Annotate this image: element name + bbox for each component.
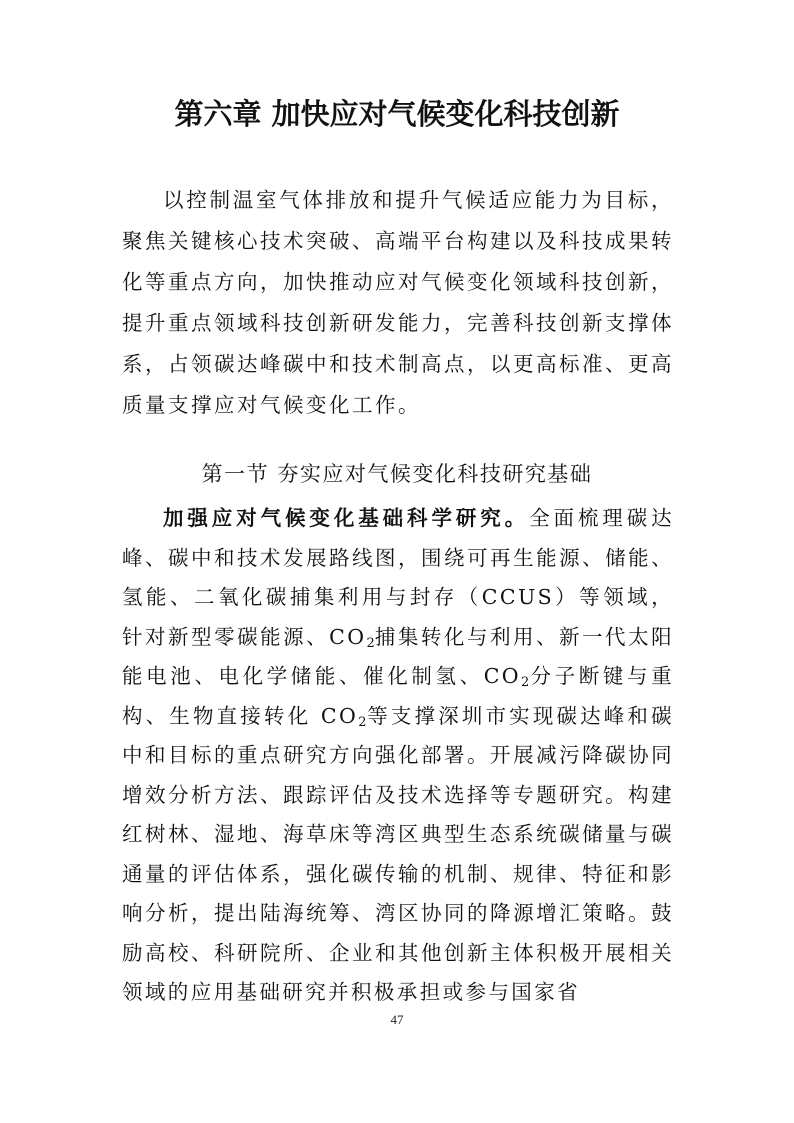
subscript-2: 2 [521,675,530,690]
chapter-title: 第六章 加快应对气候变化科技创新 [174,97,620,131]
page-number: 47 [390,1012,404,1027]
intro-paragraph: 以控制温室气体排放和提升气候适应能力为目标，聚焦关键核心技术突破、高端平台构建以及科技成果转化等重点方向，加快推动应对气候变化领域科技创新，提升重点领域科技创新研发能力，完善科技创新支撑体系，占领碳达峰碳中和技术制高点，以更高标准、更高质量支撑应对气候变化工作。 [122,188,674,417]
section-title: 第一节 夯实应对气候变化科技研究基础 [201,462,593,486]
body-paragraph [122,499,674,1013]
subscript-2: 2 [358,714,367,730]
subscript-2: 2 [366,635,375,651]
body-text-2: 捕集转化与利用、新一代太阳能电池、电化学储能、催化制氢、CO [122,624,674,688]
body-text-4: 等支撑深圳市实现碳达峰和碳中和目标的重点研究方向强化部署。开展减污降碳协同增效分析方法、跟踪评估及技术选择等专题研究。构建红树林、湿地、海草床等湾区典型生态系统碳储量与碳通量的评估体系，强化碳传输的机制、规律、特征和影响分析，提出陆海统筹、湾区协同的降源增汇策略。鼓励高校、科研院所、企业和其他创新主体积极开展相关领域的应用基础研究并积极承担或参与国家省 [122,703,674,1004]
paragraph-lead: 加强应对气候变化基础科学研究。 [163,506,530,530]
body-text-1: 全面梳理碳达峰、碳中和技术发展路线图，围绕可再生能源、储能、氢能、二氧化碳捕集利用与封存（CCUS）等领域，针对新型零碳能源、CO [122,506,675,649]
body-text-3: 分子断键与重构、生物直接转化 CO [122,664,675,728]
